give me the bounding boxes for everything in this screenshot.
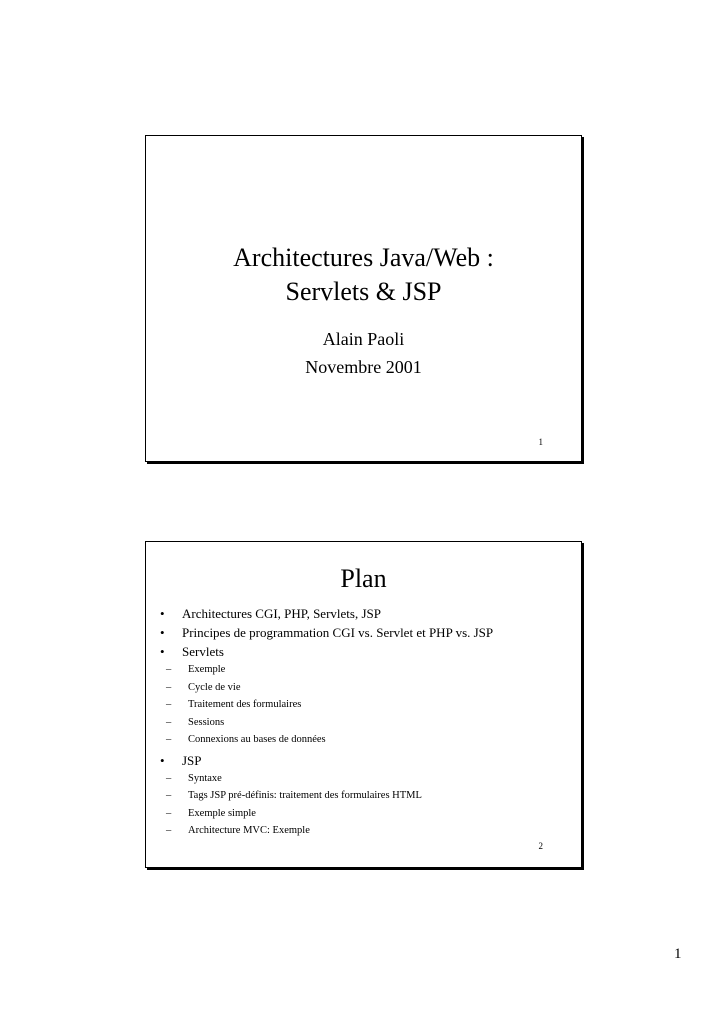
dash-icon: – [166,807,172,819]
slide-1-title-line-1: Architectures Java/Web : [233,243,494,272]
slide-2-number: 2 [538,841,543,851]
dash-icon: – [166,699,172,710]
slide-1-number: 1 [538,437,543,447]
slide-1-subtitle [146,325,581,381]
slide-2 [145,541,582,868]
plan-subitem [160,661,571,679]
plan-subitem [160,696,571,714]
plan-subitem [160,731,571,749]
bullet-icon: • [160,752,165,768]
plan-subitem-label: Architecture MVC: Exemple [188,825,310,836]
plan-item-label: Servlets [182,644,224,659]
slide-2-title: Plan [340,564,387,593]
plan-subitem-label: Cycle de vie [188,681,241,693]
plan-subitem [160,787,571,805]
plan-subitem-label: Tags JSP pré-définis: traitement des formulaires HTML [188,790,422,801]
slide-1 [145,135,582,462]
plan-sublist-container [160,661,571,749]
slide-1-author: Alain Paoli [322,329,405,349]
plan-subitem [160,679,571,697]
page-number: 1 [674,946,682,962]
plan-item [160,604,571,623]
plan-subitem-label: Traitement des formulaires [188,699,302,710]
plan-sublist-container [160,770,571,840]
plan-subitem-label: Exemple [188,664,226,675]
slide-1-title-line-2: Servlets & JSP [285,277,442,306]
plan-item-label: JSP [182,752,202,768]
plan-subitem [160,822,571,840]
dash-icon: – [166,772,172,784]
plan-subitem [160,770,571,788]
plan-list [160,604,571,842]
slide-1-title [146,241,581,309]
slide-1-date: Novembre 2001 [305,357,422,377]
plan-item [160,751,571,770]
bullet-icon: • [160,644,165,659]
plan-subitem-label: Sessions [188,716,225,728]
plan-item-label: Architectures CGI, PHP, Servlets, JSP [182,606,381,621]
dash-icon: – [166,716,172,728]
plan-subitem [160,714,571,732]
dash-icon: – [166,681,172,693]
bullet-icon: • [160,625,165,640]
plan-subitem-label: Syntaxe [188,772,222,784]
bullet-icon: • [160,606,165,621]
plan-subitem-label: Exemple simple [188,807,256,819]
dash-icon: – [166,734,172,745]
plan-sublist-jsp [160,770,571,840]
plan-item [160,642,571,661]
dash-icon: – [166,790,172,801]
plan-subitem-label: Connexions au bases de données [188,734,326,745]
dash-icon: – [166,825,172,836]
plan-item [160,623,571,642]
dash-icon: – [166,664,172,675]
plan-sublist-servlets [160,661,571,749]
plan-subitem [160,805,571,823]
plan-item-label: Principes de programmation CGI vs. Servlet et PHP vs. JSP [182,625,494,640]
